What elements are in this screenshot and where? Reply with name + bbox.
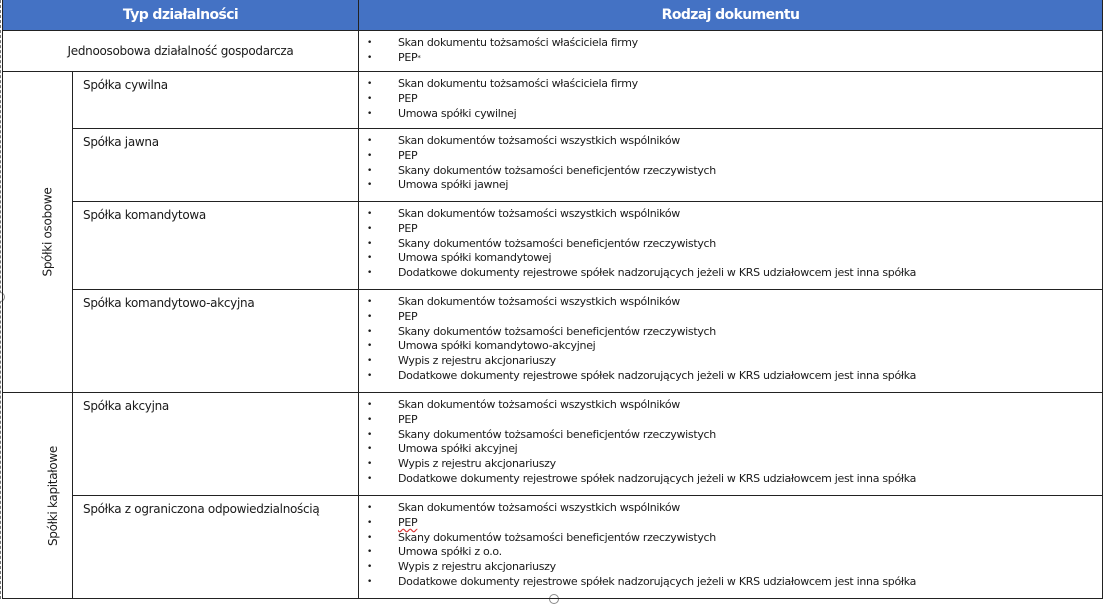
business-type-cell: Spółka z ograniczona odpowiedzialnością: [73, 496, 359, 599]
document-item: • Skany dokumentów tożsamości beneficjentów rzeczywistych: [359, 428, 1102, 443]
document-requirements-table: [2, 0, 1103, 599]
group-label-cell: [3, 393, 73, 599]
business-type-cell: Spółka cywilna: [73, 72, 359, 129]
document-item: • Skan dokumentów tożsamości wszystkich wspólników: [359, 134, 1102, 149]
document-item: • PEP: [359, 149, 1102, 164]
document-item: • Dodatkowe dokumenty rejestrowe spółek nadzorujących jeżeli w KRS udziałowcem jest inna spółka: [359, 266, 1102, 281]
document-item: • PEP: [359, 310, 1102, 325]
table-row-jdg: [3, 31, 1103, 72]
documents-cell: [359, 496, 1103, 599]
business-type-cell: Jednoosobowa działalność gospodarcza: [3, 31, 359, 72]
document-item: • Skan dokumentów tożsamości wszystkich wspólników: [359, 207, 1102, 222]
documents-cell: [359, 393, 1103, 496]
document-item: • Skany dokumentów tożsamości beneficjentów rzeczywistych: [359, 325, 1102, 340]
document-item: [359, 51, 1102, 66]
document-list: [359, 496, 1102, 594]
document-list: [359, 393, 1102, 491]
documents-cell: [359, 72, 1103, 129]
document-item: • PEP: [359, 92, 1102, 107]
document-item: • Skan dokumentów tożsamości wszystkich wspólników: [359, 398, 1102, 413]
document-list: [359, 129, 1102, 197]
document-item: • PEP: [359, 413, 1102, 428]
table-row: [3, 496, 1103, 599]
table-row: [3, 290, 1103, 393]
business-type-cell: Spółka komandytowo-akcyjna: [73, 290, 359, 393]
document-item: • Wypis z rejestru akcjonariuszy: [359, 457, 1102, 472]
documents-cell: [359, 31, 1103, 72]
document-item: • Dodatkowe dokumenty rejestrowe spółek nadzorujących jeżeli w KRS udziałowcem jest inna spółka: [359, 369, 1102, 384]
table-row: [3, 202, 1103, 290]
document-item: • Skan dokumentów tożsamości wszystkich wspólników: [359, 501, 1102, 516]
table-header-row: [3, 0, 1103, 31]
document-item: • Dodatkowe dokumenty rejestrowe spółek nadzorujących jeżeli w KRS udziałowcem jest inna spółka: [359, 575, 1102, 590]
document-list: [359, 72, 1102, 125]
business-type-cell: Spółka komandytowa: [73, 202, 359, 290]
documents-cell: [359, 129, 1103, 202]
document-item: • Umowa spółki cywilnej: [359, 107, 1102, 122]
document-item: [359, 516, 1102, 531]
document-list: [359, 31, 1102, 70]
document-item: • Skan dokumentu tożsamości właściciela firmy: [359, 36, 1102, 51]
document-item: • Dodatkowe dokumenty rejestrowe spółek nadzorujących jeżeli w KRS udziałowcem jest inna spółka: [359, 472, 1102, 487]
document-item: • Umowa spółki komandytowej: [359, 251, 1102, 266]
document-item: • Skan dokumentu tożsamości właściciela firmy: [359, 77, 1102, 92]
document-item: • Skany dokumentów tożsamości beneficjentów rzeczywistych: [359, 531, 1102, 546]
document-list: [359, 202, 1102, 285]
document-item-text: PEP: [398, 50, 418, 64]
document-item: • Umowa spółki akcyjnej: [359, 442, 1102, 457]
spellcheck-flagged-text[interactable]: PEP: [398, 515, 418, 529]
document-item: • Skany dokumentów tożsamości beneficjentów rzeczywistych: [359, 237, 1102, 252]
header-document-type: Rodzaj dokumentu: [359, 0, 1103, 31]
document-item: • PEP: [359, 222, 1102, 237]
table-row: [3, 129, 1103, 202]
table-row: [3, 72, 1103, 129]
document-item: • Umowa spółki jawnej: [359, 178, 1102, 193]
document-item: • Wypis z rejestru akcjonariuszy: [359, 354, 1102, 369]
group-label-cell: [3, 72, 73, 393]
footnote-mark: *: [417, 53, 421, 62]
document-item: • Skan dokumentów tożsamości wszystkich wspólników: [359, 295, 1102, 310]
documents-cell: [359, 290, 1103, 393]
documents-cell: [359, 202, 1103, 290]
group-label: Spółki osobowe: [40, 187, 55, 277]
document-list: [359, 290, 1102, 388]
business-type-cell: Spółka jawna: [73, 129, 359, 202]
table-row: [3, 393, 1103, 496]
document-item: • Umowa spółki z o.o.: [359, 545, 1102, 560]
header-business-type: Typ działalności: [3, 0, 359, 31]
document-item: • Wypis z rejestru akcjonariuszy: [359, 560, 1102, 575]
document-item: • Umowa spółki komandytowo-akcyjnej: [359, 339, 1102, 354]
business-type-cell: Spółka akcyjna: [73, 393, 359, 496]
group-label: Spółki kapitałowe: [46, 445, 61, 546]
document-item: • Skany dokumentów tożsamości beneficjentów rzeczywistych: [359, 164, 1102, 179]
